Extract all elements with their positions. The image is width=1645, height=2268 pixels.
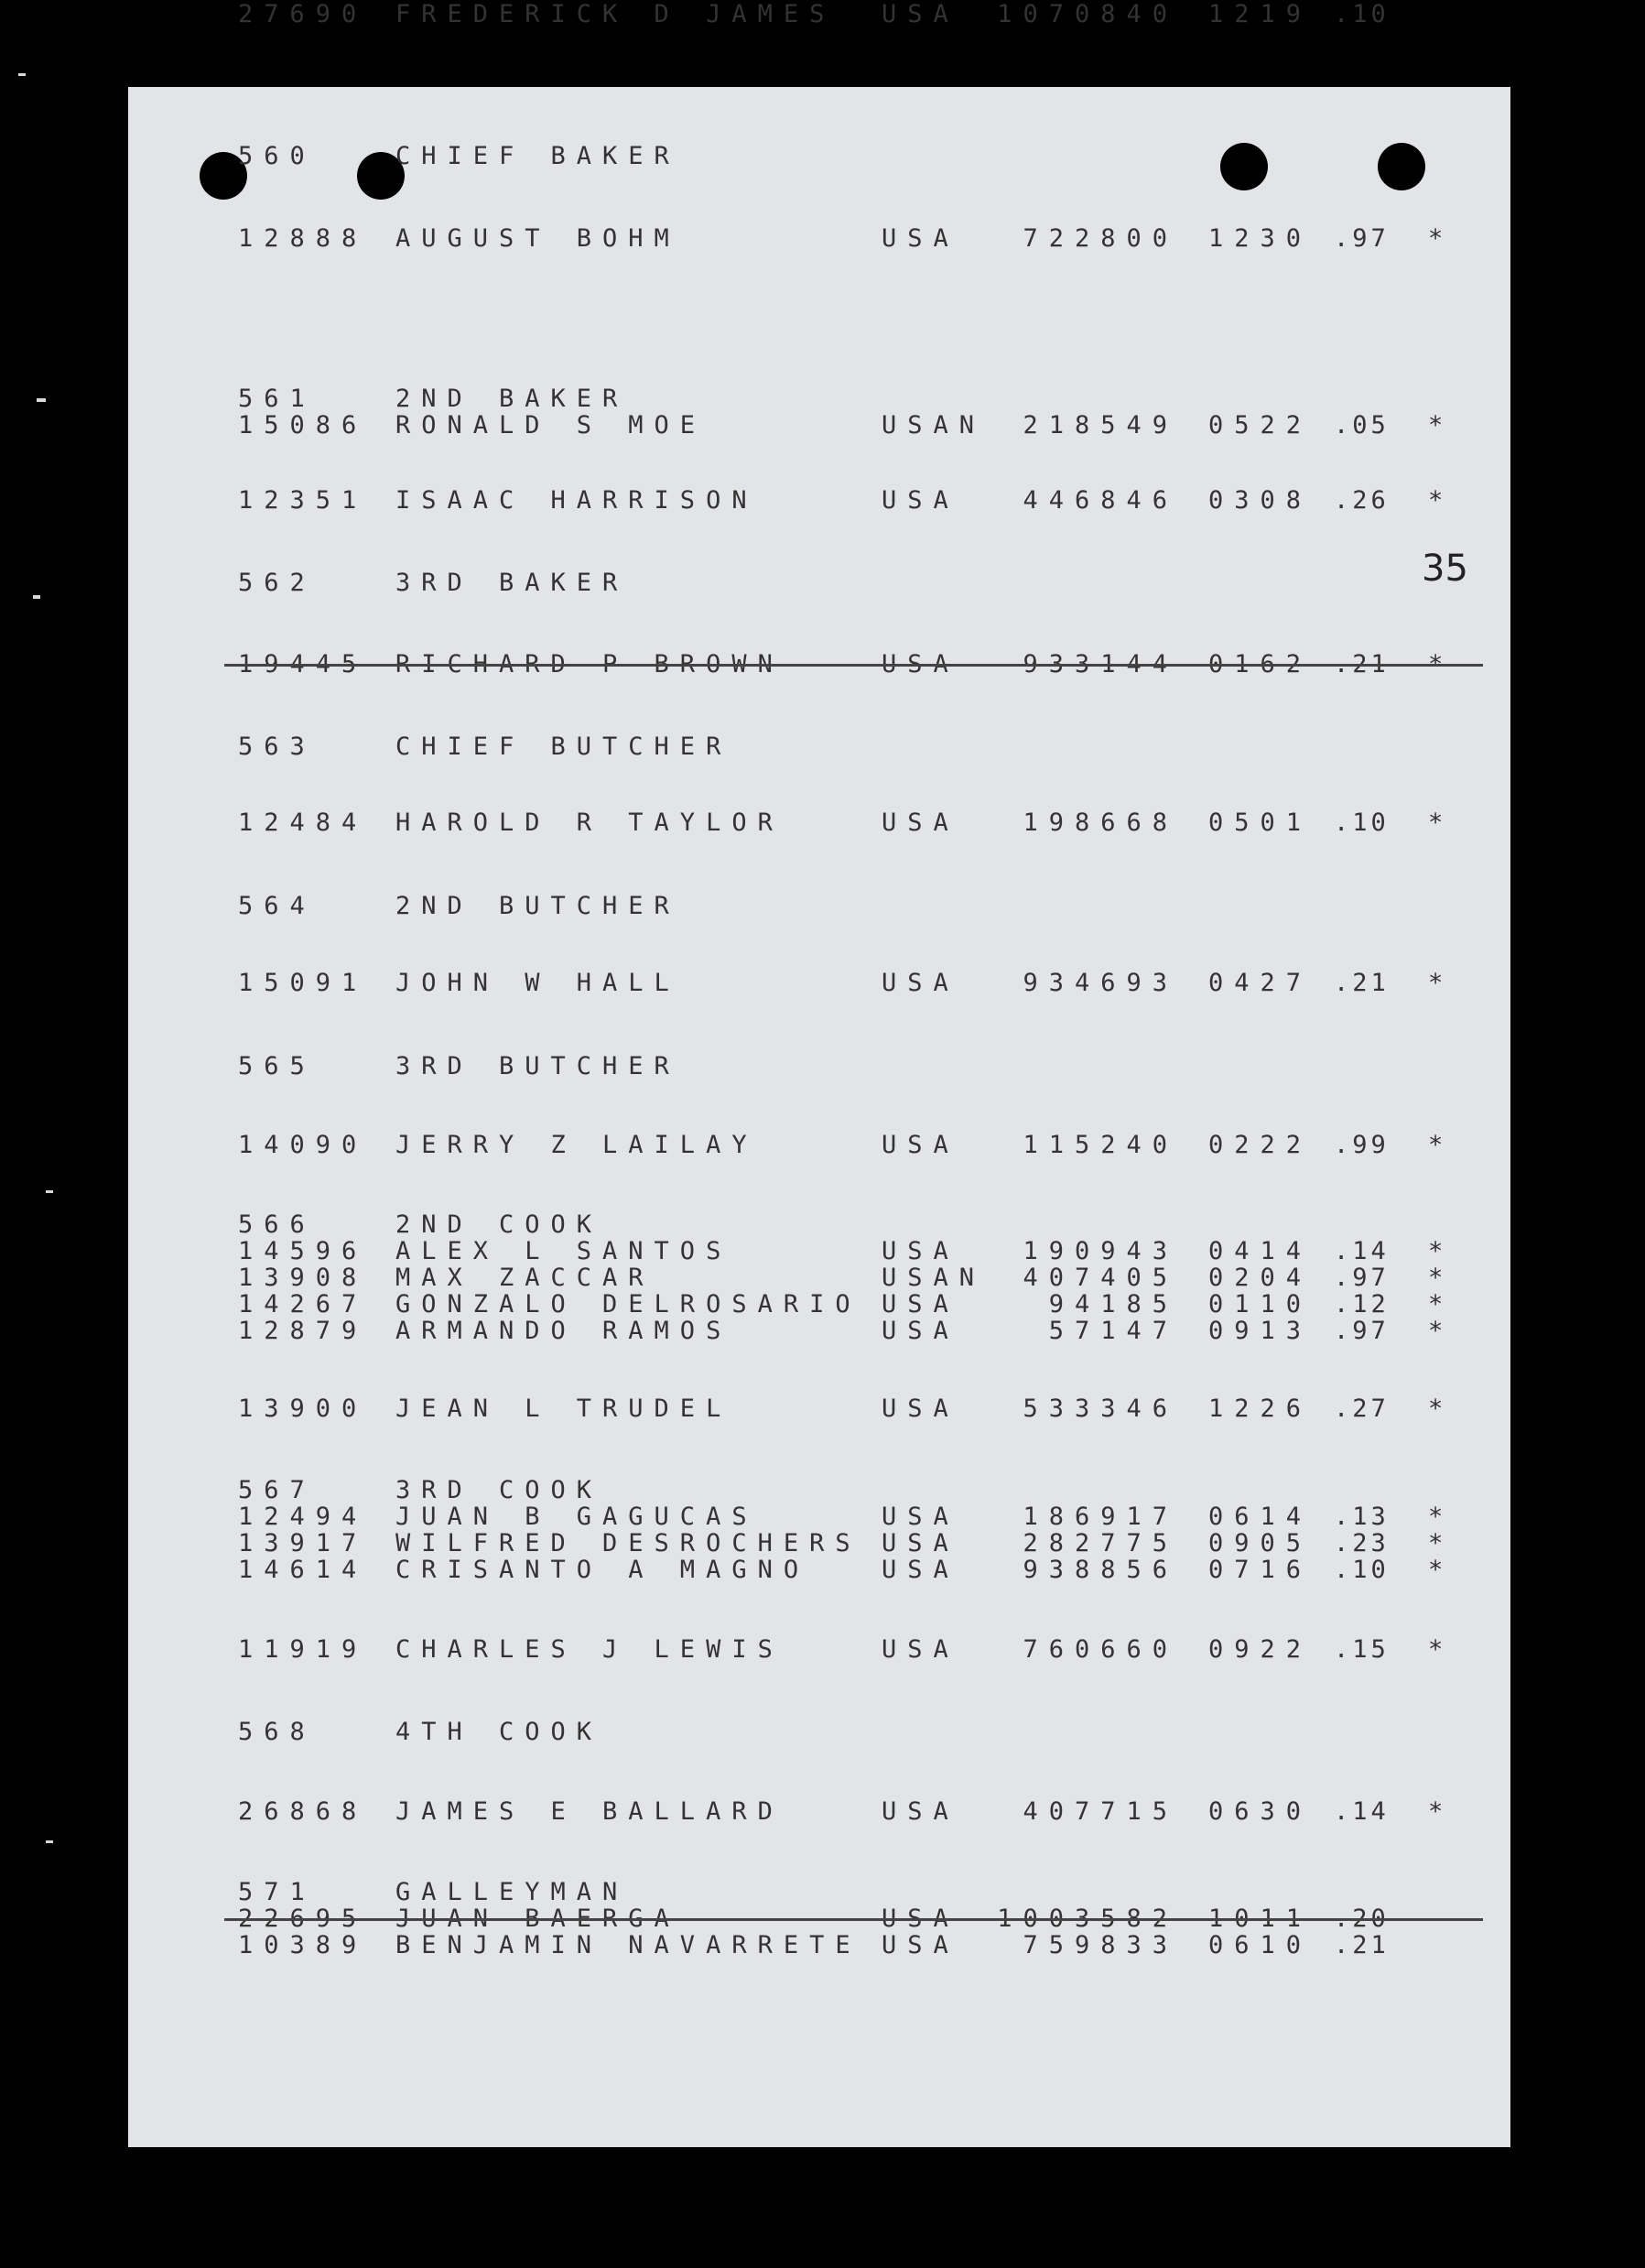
crew-number: 19445 [238,650,368,678]
id-number: 722800 [1023,224,1178,253]
date-code: 0610 [1208,1931,1313,1959]
edge-mark [33,595,40,599]
nationality: USA [882,1394,959,1423]
asterisk-mark: * [1428,1290,1444,1318]
rate-value: .12 [1334,1290,1390,1318]
crew-name: CHARLES J LEWIS [395,1635,784,1664]
nationality: USA [882,1290,959,1318]
nationality: USA [882,969,959,997]
crew-name: JERRY Z LAILAY [395,1131,758,1159]
section-code: 563 [238,732,316,761]
crew-name: WILFRED DESROCHERS [395,1529,861,1557]
date-code: 0204 [1208,1264,1313,1292]
crew-name: ARMANDO RAMOS [395,1317,732,1345]
section-title: CHIEF BUTCHER [395,732,732,761]
asterisk-mark: * [1428,1131,1444,1159]
section-title: 3RD BUTCHER [395,1052,680,1080]
crew-number: 12484 [238,808,368,837]
asterisk-mark: * [1428,808,1444,837]
id-number: 190943 [1023,1237,1178,1265]
edge-mark [18,73,26,76]
nationality: USA [882,224,959,253]
date-code: 0922 [1208,1635,1313,1664]
crew-name: AUGUST BOHM [395,224,680,253]
id-number: 407715 [1023,1797,1178,1826]
crew-name: MAX ZACCAR [395,1264,655,1292]
asterisk-mark: * [1428,486,1444,515]
id-number: 407405 [1023,1264,1178,1292]
date-code: 0162 [1208,650,1313,678]
crew-number: 13900 [238,1394,368,1423]
date-code: 0427 [1208,969,1313,997]
rate-value: .23 [1334,1529,1390,1557]
document-page [128,87,1510,2147]
asterisk-mark: * [1428,969,1444,997]
crew-name: RICHARD P BROWN [395,650,784,678]
section-title: 3RD COOK [395,1476,603,1504]
id-number: 933144 [1023,650,1178,678]
section-code: 561 [238,385,316,413]
section-code: 562 [238,569,316,597]
asterisk-mark: * [1428,1503,1444,1531]
nationality: USA [882,808,959,837]
date-code: 0614 [1208,1503,1313,1531]
id-number: 1003582 [997,1904,1178,1933]
date-code: 1230 [1208,224,1313,253]
crew-name: FREDERICK D JAMES [395,0,836,28]
rate-value: .97 [1334,1317,1390,1345]
section-code: 567 [238,1476,316,1504]
punch-hole-right-2 [1378,143,1425,190]
nationality: USA [882,650,959,678]
id-number: 198668 [1023,808,1178,837]
crew-name: HAROLD R TAYLOR [395,808,784,837]
id-number: 760660 [1023,1635,1178,1664]
crew-name: RONALD S MOE [395,411,707,439]
crew-number: 26868 [238,1797,368,1826]
section-title: 4TH COOK [395,1718,603,1746]
crew-name: JOHN W HALL [395,969,680,997]
date-code: 0222 [1208,1131,1313,1159]
id-number: 186917 [1023,1503,1178,1531]
asterisk-mark: * [1428,1237,1444,1265]
rate-value: .10 [1334,1556,1390,1584]
date-code: 0522 [1208,411,1313,439]
rate-value: .14 [1334,1237,1390,1265]
nationality: USA [882,1317,959,1345]
crew-number: 14596 [238,1237,368,1265]
crew-name: ALEX L SANTOS [395,1237,732,1265]
section-code: 566 [238,1210,316,1239]
date-code: 0716 [1208,1556,1313,1584]
nationality: USA [882,1503,959,1531]
id-number: 533346 [1023,1394,1178,1423]
rate-value: .05 [1334,411,1390,439]
crew-name: BENJAMIN NAVARRETE [395,1931,861,1959]
asterisk-mark: * [1428,411,1444,439]
crew-number: 12351 [238,486,368,515]
nationality: USA [882,1904,959,1933]
rate-value: .27 [1334,1394,1390,1423]
date-code: 0630 [1208,1797,1313,1826]
nationality: USA [882,1556,959,1584]
crew-number: 12494 [238,1503,368,1531]
crew-name: JUAN BAERGA [395,1904,680,1933]
id-number: 934693 [1023,969,1178,997]
rate-value: .21 [1334,969,1390,997]
edge-mark [46,1840,53,1843]
asterisk-mark: * [1428,1529,1444,1557]
crew-number: 15091 [238,969,368,997]
date-code: 1219 [1208,0,1313,28]
asterisk-mark: * [1428,1394,1444,1423]
date-code: 0913 [1208,1317,1313,1345]
date-code: 0905 [1208,1529,1313,1557]
section-code: 564 [238,892,316,920]
crew-number: 12879 [238,1317,368,1345]
rate-value: .20 [1334,1904,1390,1933]
rate-value: .97 [1334,1264,1390,1292]
date-code: 0501 [1208,808,1313,837]
rate-value: .21 [1334,650,1390,678]
nationality: USA [882,1635,959,1664]
nationality: USA [882,0,959,28]
date-code: 0110 [1208,1290,1313,1318]
crew-number: 14267 [238,1290,368,1318]
id-number: 115240 [1023,1131,1178,1159]
date-code: 0308 [1208,486,1313,515]
rate-value: .99 [1334,1131,1390,1159]
section-title: 3RD BAKER [395,569,629,597]
id-number: 57147 [1048,1317,1178,1345]
section-code: 565 [238,1052,316,1080]
date-code: 1226 [1208,1394,1313,1423]
nationality: USA [882,486,959,515]
section-title: 2ND BUTCHER [395,892,680,920]
section-code: 571 [238,1878,316,1906]
nationality: USAN [882,1264,986,1292]
crew-number: 27690 [238,0,368,28]
asterisk-mark: * [1428,224,1444,253]
section-title: 2ND COOK [395,1210,603,1239]
nationality: USAN [882,411,986,439]
rate-value: .10 [1334,808,1390,837]
rate-value: .14 [1334,1797,1390,1826]
asterisk-mark: * [1428,1264,1444,1292]
punch-hole-right-1 [1220,143,1268,190]
section-title: CHIEF BAKER [395,142,680,170]
edge-mark [37,398,46,402]
asterisk-mark: * [1428,1317,1444,1345]
nationality: USA [882,1131,959,1159]
date-code: 0414 [1208,1237,1313,1265]
id-number: 94185 [1048,1290,1178,1318]
section-code: 560 [238,142,316,170]
page-number: 35 [1422,548,1468,590]
nationality: USA [882,1931,959,1959]
id-number: 218549 [1023,411,1178,439]
asterisk-mark: * [1428,1556,1444,1584]
crew-number: 12888 [238,224,368,253]
id-number: 938856 [1023,1556,1178,1584]
nationality: USA [882,1237,959,1265]
date-code: 1011 [1208,1904,1313,1933]
id-number: 446846 [1023,486,1178,515]
asterisk-mark: * [1428,1635,1444,1664]
edge-mark [46,1190,53,1193]
crew-number: 13908 [238,1264,368,1292]
crew-number: 11919 [238,1635,368,1664]
crew-name: JEAN L TRUDEL [395,1394,732,1423]
rate-value: .21 [1334,1931,1390,1959]
rate-value: .26 [1334,486,1390,515]
crew-name: ISAAC HARRISON [395,486,758,515]
crew-number: 15086 [238,411,368,439]
id-number: 1070840 [997,0,1178,28]
nationality: USA [882,1529,959,1557]
section-code: 568 [238,1718,316,1746]
nationality: USA [882,1797,959,1826]
id-number: 282775 [1023,1529,1178,1557]
rate-value: .10 [1334,0,1390,28]
crew-number: 22695 [238,1904,368,1933]
section-title: GALLEYMAN [395,1878,629,1906]
crew-name: JUAN B GAGUCAS [395,1503,758,1531]
crew-number: 14090 [238,1131,368,1159]
crew-name: JAMES E BALLARD [395,1797,784,1826]
section-title: 2ND BAKER [395,385,629,413]
rate-value: .13 [1334,1503,1390,1531]
crew-name: GONZALO DELROSARIO [395,1290,861,1318]
asterisk-mark: * [1428,650,1444,678]
rate-value: .97 [1334,224,1390,253]
crew-number: 13917 [238,1529,368,1557]
crew-name: CRISANTO A MAGNO [395,1556,810,1584]
asterisk-mark: * [1428,1797,1444,1826]
crew-number: 10389 [238,1931,368,1959]
rate-value: .15 [1334,1635,1390,1664]
crew-number: 14614 [238,1556,368,1584]
id-number: 759833 [1023,1931,1178,1959]
